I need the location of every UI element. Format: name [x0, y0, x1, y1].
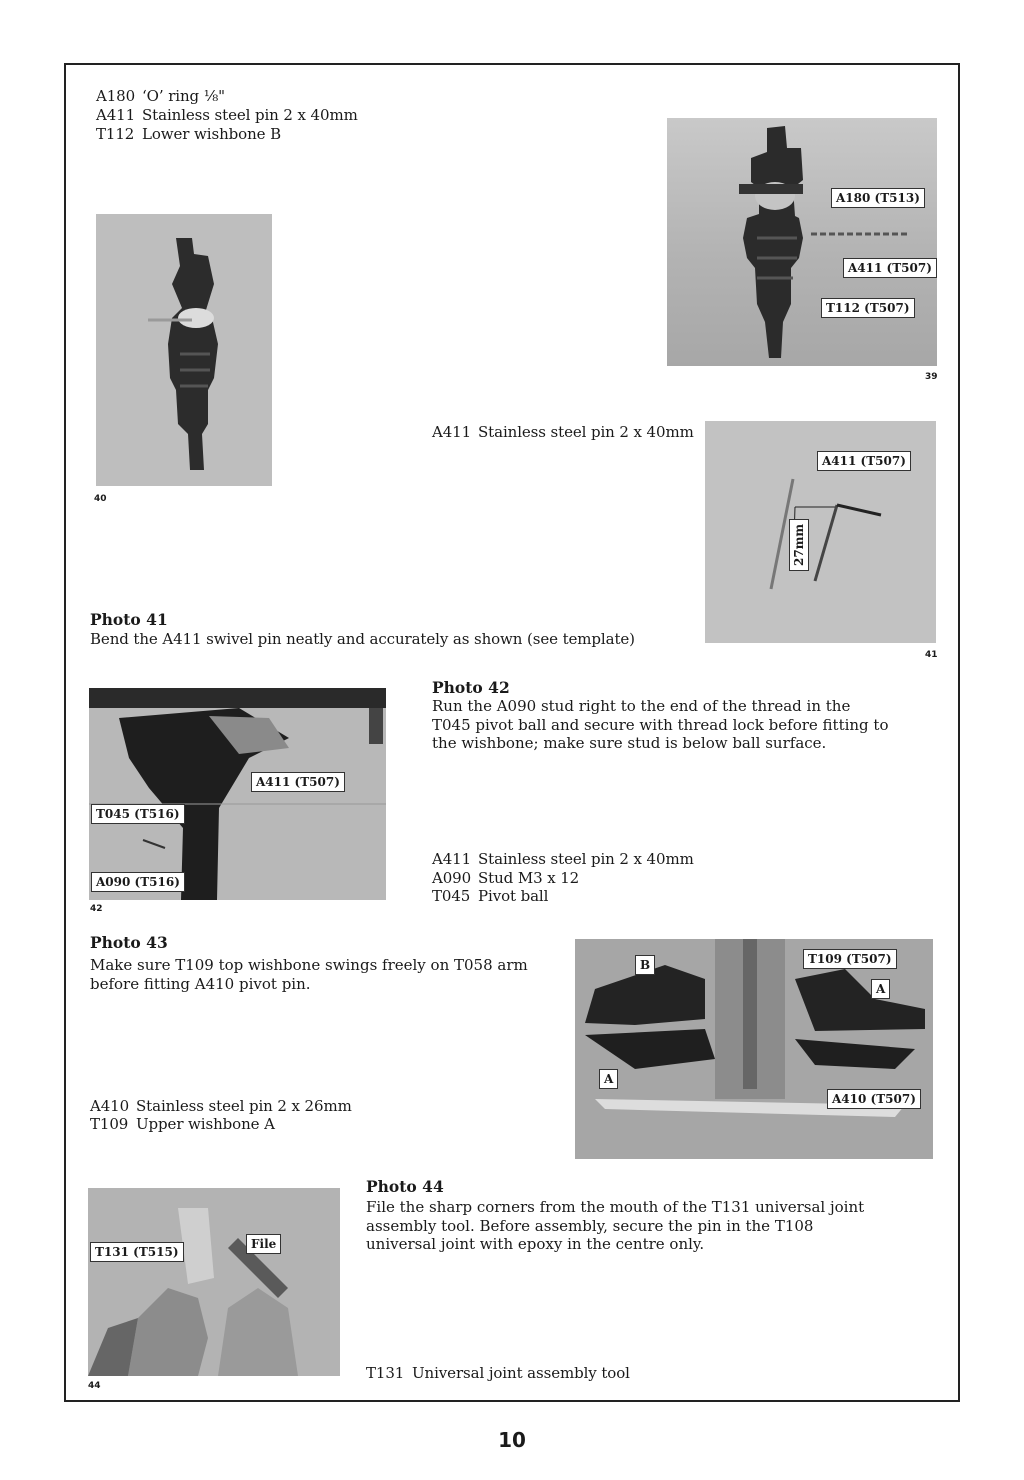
- photo-title: Photo 44: [366, 1177, 444, 1196]
- photo-44: [88, 1188, 340, 1376]
- pivot-ball-image: [89, 688, 386, 900]
- page-number: 10: [498, 1428, 526, 1452]
- photo-41: [705, 421, 936, 643]
- photo-number: 42: [90, 904, 103, 914]
- photo-number: 39: [925, 372, 938, 382]
- parts-list-item: T112 Lower wishbone B: [96, 125, 282, 143]
- wishbone-assembly-image: [667, 118, 937, 366]
- part-label: A090 (T516): [91, 872, 185, 892]
- part-label: T131 (T515): [90, 1242, 184, 1262]
- parts-list-item: A411 Stainless steel pin 2 x 40mm: [432, 423, 694, 441]
- photo-caption: Bend the A411 swivel pin neatly and accurately as shown (see template): [90, 630, 635, 648]
- parts-list-item: A410 Stainless steel pin 2 x 26mm: [90, 1097, 352, 1115]
- photo-caption: File the sharp corners from the mouth of the T131 universal joint assembly tool. Before assembly, secure the pin in the T108 universal joint with epoxy in the centre only.: [366, 1198, 865, 1253]
- photo-number: 40: [94, 494, 107, 504]
- part-label: A: [599, 1069, 618, 1089]
- part-label: A: [871, 979, 890, 999]
- parts-list-item: A090 Stud M3 x 12: [432, 869, 580, 887]
- part-label: A411 (T507): [843, 258, 937, 278]
- photo-number: 44: [88, 1381, 101, 1391]
- part-label: A411 (T507): [817, 451, 911, 471]
- photo-number: 41: [925, 650, 938, 660]
- photo-title: Photo 43: [90, 933, 168, 952]
- photo-caption: Run the A090 stud right to the end of the thread in the T045 pivot ball and secure with thread lock before fitting to the wishbone; make sure stud is below ball surface.: [432, 697, 889, 752]
- photo-40: [96, 214, 272, 486]
- parts-list-item: T109 Upper wishbone A: [90, 1115, 275, 1133]
- photo-title: Photo 42: [432, 678, 510, 697]
- parts-list-item: T131 Universal joint assembly tool: [366, 1364, 630, 1382]
- part-label: A411 (T507): [251, 772, 345, 792]
- photo-39: [667, 118, 937, 366]
- parts-list-item: T045 Pivot ball: [432, 887, 549, 905]
- wishbone-image: [96, 214, 272, 486]
- part-label: T112 (T507): [821, 298, 915, 318]
- parts-list-item: A180 ‘O’ ring ⅛": [96, 87, 225, 105]
- filing-tool-image: [88, 1188, 340, 1376]
- photo-43: [575, 939, 933, 1159]
- upper-wishbone-image: [575, 939, 933, 1159]
- parts-list-item: A411 Stainless steel pin 2 x 40mm: [96, 106, 358, 124]
- parts-list-item: A411 Stainless steel pin 2 x 40mm: [432, 850, 694, 868]
- photo-42: [89, 688, 386, 900]
- part-label: T045 (T516): [91, 804, 185, 824]
- part-label: B: [635, 955, 655, 975]
- photo-caption: Make sure T109 top wishbone swings freely on T058 arm before fitting A410 pivot pin.: [90, 956, 528, 993]
- part-label: A410 (T507): [827, 1089, 921, 1109]
- part-label: T109 (T507): [803, 949, 897, 969]
- measurement-label: 27mm: [789, 519, 809, 571]
- photo-title: Photo 41: [90, 610, 168, 629]
- part-label: A180 (T513): [831, 188, 925, 208]
- part-label: File: [246, 1234, 281, 1254]
